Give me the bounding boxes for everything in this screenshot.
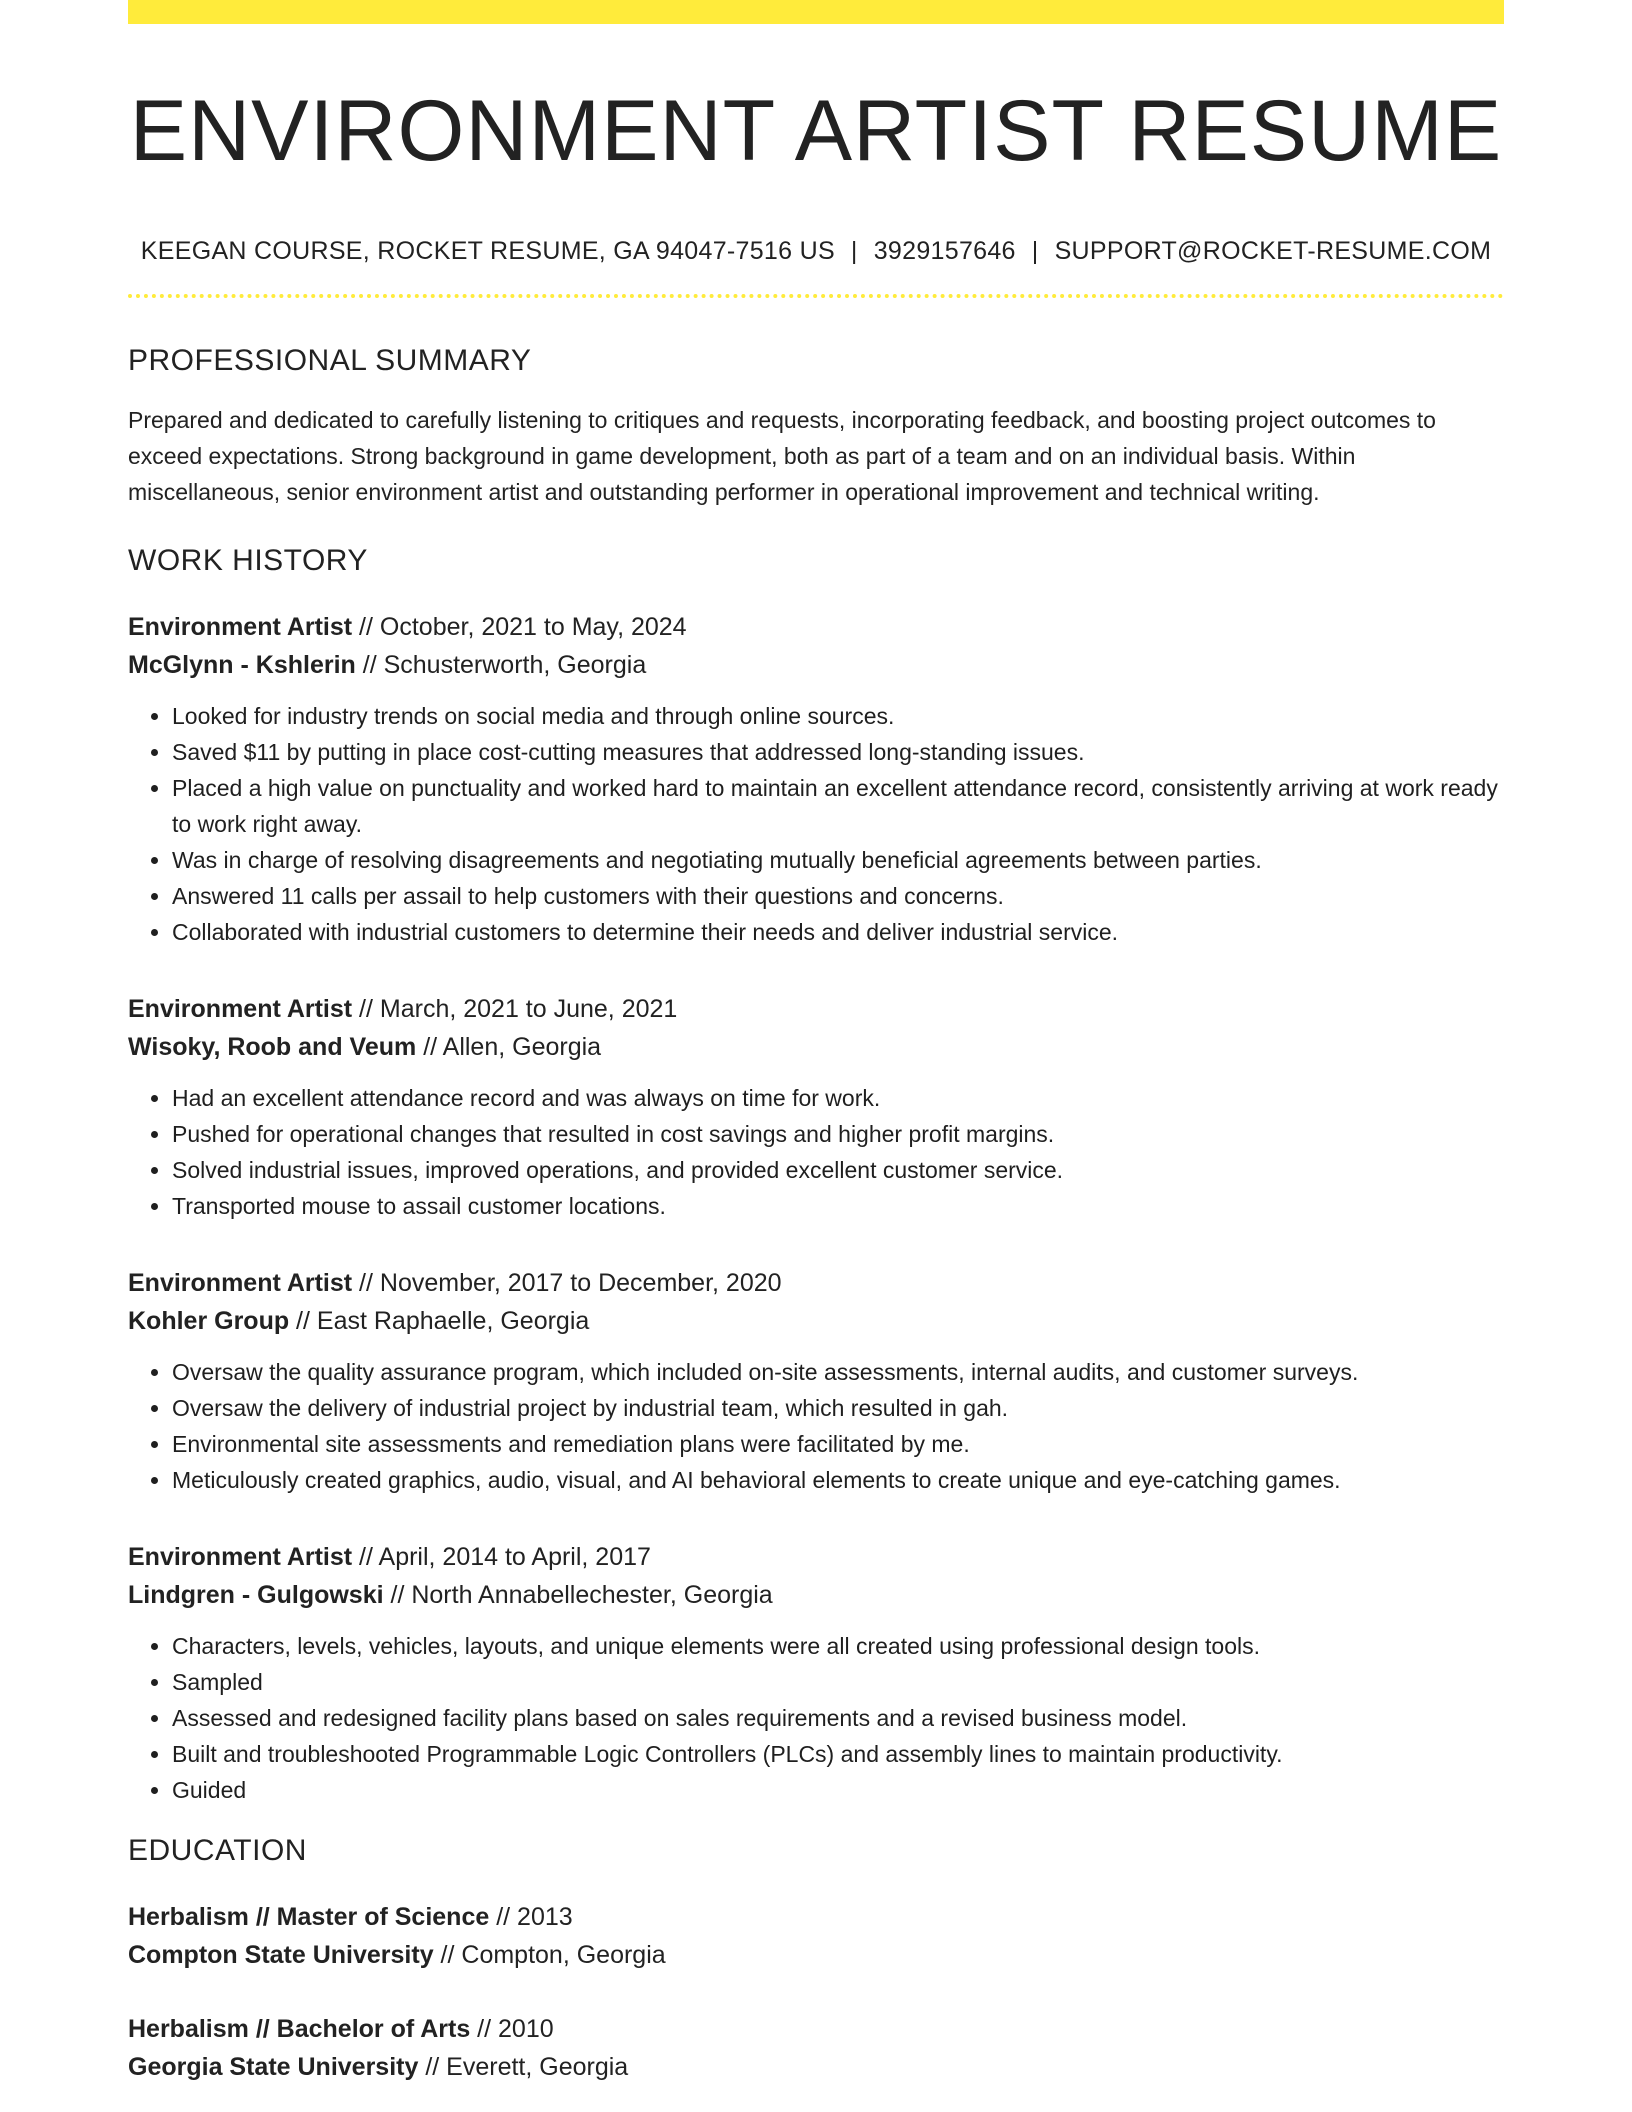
bullet-item: • Answered 11 calls per assail to help customers with their questions and concerns. [172,878,1504,914]
work-history-heading: WORK HISTORY [128,543,368,577]
bullet-item: • Was in charge of resolving disagreements and negotiating mutually beneficial agreements between parties. [172,842,1504,878]
job-location: // Allen, Georgia [416,1032,602,1061]
job-location: // Schusterworth, Georgia [355,650,647,679]
job-title-line [128,1264,1504,1302]
job-company: McGlynn - Kshlerin [128,650,356,679]
job-title: Environment Artist [128,1542,353,1571]
bullet-item: • Saved $11 by putting in place cost-cutting measures that addressed long-standing issues. [172,734,1504,770]
resume-page [128,0,1504,2086]
job-title: Environment Artist [128,994,353,1023]
education-entry [128,1898,1504,1974]
job-entry [128,1264,1504,1498]
bullet-item: • Placed a high value on punctuality and worked hard to maintain an excellent attendance record, consistently arriving at work ready to work right away. [172,770,1504,842]
contact-separator: | [1031,236,1039,265]
summary-text: Prepared and dedicated to carefully listening to critiques and requests, incorporating feedback, and boosting project outcomes to exceed expectations. Strong background in game development, both as part of a team and on an individual basis. Within miscellaneous, senior environment artist and outstanding performer in operational improvement and technical writing. [128,406,1436,505]
education-heading: EDUCATION [128,1833,307,1867]
bullet-item: • Oversaw the delivery of industrial project by industrial team, which resulted in gah. [172,1390,1504,1426]
job-location: // North Annabellechester, Georgia [383,1580,773,1609]
job-dates: // April, 2014 to April, 2017 [352,1542,651,1571]
job-company-line [128,1028,1504,1066]
job-title: Environment Artist [128,612,353,641]
job-entry [128,1538,1504,1808]
school-line [128,2048,1504,2086]
job-entry [128,990,1504,1224]
accent-top-bar [128,0,1504,24]
bullet-item: • Meticulously created graphics, audio, visual, and AI behavioral elements to create unique and eye-catching games. [172,1462,1504,1498]
bullet-item: • Solved industrial issues, improved operations, and provided excellent customer service. [172,1152,1504,1188]
job-bullets [128,1628,1504,1808]
degree-year: // 2010 [470,2014,554,2043]
job-company-line [128,646,1504,684]
job-title-line [128,608,1504,646]
job-title-line [128,1538,1504,1576]
degree-line [128,1898,1504,1936]
bullet-item: • Guided [172,1772,1504,1808]
degree-line [128,2010,1504,2048]
education-entry [128,2010,1504,2086]
school: Compton State University [128,1940,434,1969]
bullet-item: • Environmental site assessments and remediation plans were facilitated by me. [172,1426,1504,1462]
resume-title: ENVIRONMENT ARTIST RESUME [129,83,1503,179]
contact-email: SUPPORT@ROCKET-RESUME.COM [1054,236,1492,265]
job-company: Lindgren - Gulgowski [128,1580,384,1609]
bullet-item: • Characters, levels, vehicles, layouts, and unique elements were all created using professional design tools. [172,1628,1504,1664]
degree: Herbalism // Bachelor of Arts [128,2014,471,2043]
job-company-line [128,1576,1504,1614]
summary-heading: PROFESSIONAL SUMMARY [128,343,532,377]
school-location: // Compton, Georgia [433,1940,666,1969]
bullet-item: • Had an excellent attendance record and was always on time for work. [172,1080,1504,1116]
bullet-item: • Assessed and redesigned facility plans based on sales requirements and a revised business model. [172,1700,1504,1736]
job-company-line [128,1302,1504,1340]
degree: Herbalism // Master of Science [128,1902,490,1931]
contact-address: KEEGAN COURSE, ROCKET RESUME, GA 94047-7516 US [140,236,835,265]
job-bullets [128,1080,1504,1224]
job-dates: // October, 2021 to May, 2024 [352,612,687,641]
bullet-item: • Transported mouse to assail customer locations. [172,1188,1504,1224]
job-title: Environment Artist [128,1268,353,1297]
job-location: // East Raphaelle, Georgia [289,1306,590,1335]
bullet-item: • Sampled [172,1664,1504,1700]
bullet-item: • Looked for industry trends on social media and through online sources. [172,698,1504,734]
school-line [128,1936,1504,1974]
contact-phone: 3929157646 [873,236,1016,265]
job-company: Wisoky, Roob and Veum [128,1032,417,1061]
job-dates: // November, 2017 to December, 2020 [352,1268,782,1297]
bullet-item: • Built and troubleshooted Programmable Logic Controllers (PLCs) and assembly lines to maintain productivity. [172,1736,1504,1772]
job-title-line [128,990,1504,1028]
job-company: Kohler Group [128,1306,290,1335]
bullet-item: • Collaborated with industrial customers to determine their needs and deliver industrial service. [172,914,1504,950]
degree-year: // 2013 [489,1902,573,1931]
job-bullets [128,1354,1504,1498]
contact-line [128,237,1504,266]
school: Georgia State University [128,2052,419,2081]
bullet-item: • Oversaw the quality assurance program, which included on-site assessments, internal audits, and customer surveys. [172,1354,1504,1390]
bullet-item: • Pushed for operational changes that resulted in cost savings and higher profit margins. [172,1116,1504,1152]
job-bullets [128,698,1504,950]
job-entry [128,608,1504,950]
dotted-divider [128,294,1504,298]
school-location: // Everett, Georgia [418,2052,629,2081]
job-dates: // March, 2021 to June, 2021 [352,994,678,1023]
contact-separator: | [850,236,858,265]
